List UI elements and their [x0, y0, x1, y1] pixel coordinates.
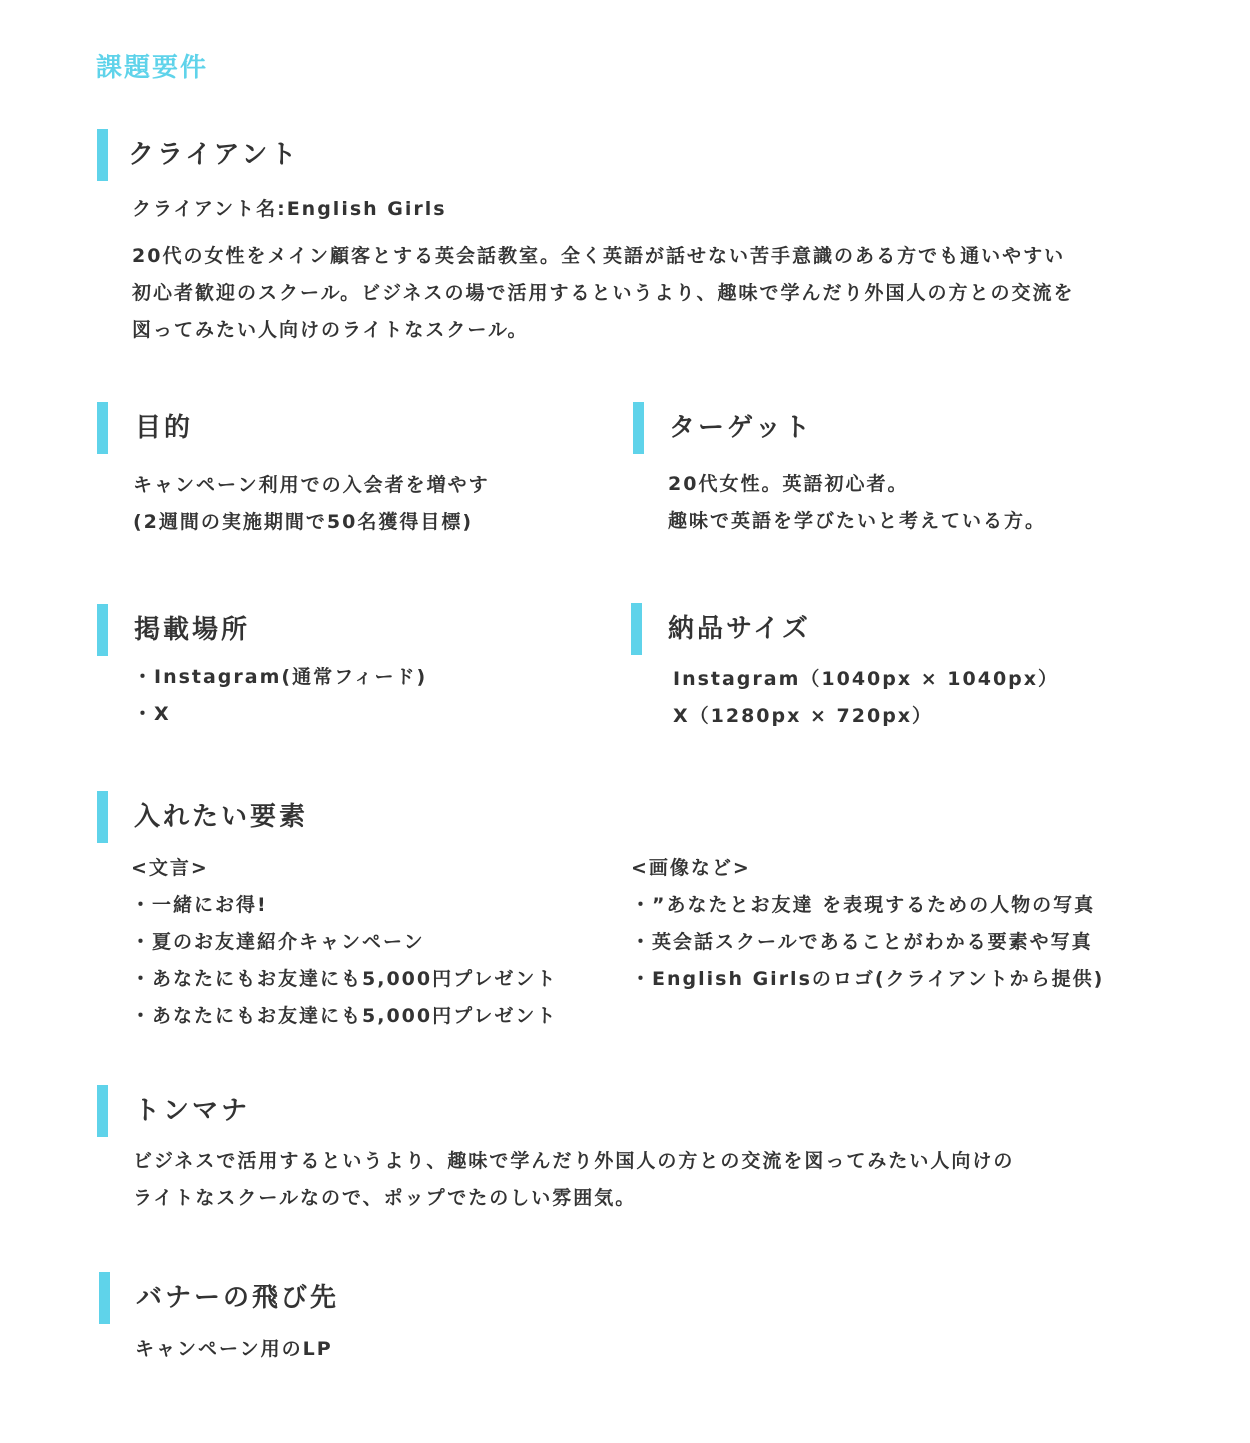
accent-bar [97, 604, 108, 656]
delivery-size-line: Instagram（1040px × 1040px） [673, 668, 1060, 690]
elements-text-item: ・あなたにもお友達にも5,000円プレゼント [131, 1005, 558, 1027]
section-title-destination: バナーの飛び先 [136, 1283, 340, 1313]
placement-item: ・Instagram(通常フィード) [133, 666, 428, 688]
tone-line: ライトなスクールなので、ポップでたのしい雰囲気。 [133, 1187, 637, 1209]
section-title-tone: トンマナ [134, 1096, 251, 1126]
purpose-line: キャンペーン利用での入会者を増やす [133, 474, 490, 496]
section-title-target: ターゲット [669, 413, 813, 443]
target-body [668, 466, 1046, 540]
target-line: 20代女性。英語初心者。 [668, 473, 909, 495]
elements-image-item: ・”あなたとお友達 を表現するための人物の写真 [631, 894, 1096, 916]
client-name: クライアント名:English Girls [132, 198, 447, 220]
elements-image-label: <画像など> [631, 857, 751, 879]
elements-image-column [631, 850, 1104, 998]
elements-text-item: ・夏のお友達紹介キャンペーン [131, 931, 425, 953]
elements-text-label: <文言> [131, 857, 209, 879]
elements-text-item: ・あなたにもお友達にも5,000円プレゼント [131, 968, 558, 990]
accent-bar [99, 1272, 110, 1324]
accent-bar [97, 791, 108, 843]
spacer [132, 228, 1075, 238]
client-body [132, 191, 1075, 349]
delivery-size-line: X（1280px × 720px） [673, 705, 934, 727]
purpose-body [133, 467, 490, 541]
accent-bar [97, 402, 108, 454]
section-title-delivery-size: 納品サイズ [668, 614, 811, 644]
section-title-elements: 入れたい要素 [134, 802, 309, 832]
accent-bar [633, 402, 644, 454]
section-title-placement: 掲載場所 [134, 615, 251, 645]
client-description-line: 20代の女性をメイン顧客とする英会話教室。全く英語が話せない苦手意識のある方でも通いやすい [132, 245, 1066, 267]
elements-image-item: ・英会話スクールであることがわかる要素や写真 [631, 931, 1093, 953]
destination-body [135, 1331, 333, 1368]
placement-body [133, 659, 427, 733]
client-description-line: 初心者歓迎のスクール。ビジネスの場で活用するというより、趣味で学んだり外国人の方との交流を [132, 282, 1075, 304]
section-title-purpose: 目的 [135, 413, 194, 443]
section-title-client: クライアント [128, 140, 300, 170]
elements-text-item: ・一緒にお得! [131, 894, 268, 916]
placement-item: ・X [133, 703, 171, 725]
delivery-size-body [673, 661, 1059, 735]
target-line: 趣味で英語を学びたいと考えている方。 [668, 510, 1047, 532]
accent-bar [97, 1085, 108, 1137]
elements-image-item: ・English Girlsのロゴ(クライアントから提供) [631, 968, 1105, 990]
purpose-line: (2週間の実施期間で50名獲得目標) [133, 511, 474, 533]
accent-bar [631, 603, 642, 655]
page-title: 課題要件 [96, 53, 209, 83]
tone-line: ビジネスで活用するというより、趣味で学んだり外国人の方との交流を図ってみたい人向けの [133, 1150, 1015, 1172]
destination-line: キャンペーン用のLP [135, 1338, 333, 1360]
tone-body [133, 1143, 1014, 1217]
client-description-line: 図ってみたい人向けのライトなスクール。 [132, 319, 529, 341]
accent-bar [97, 129, 108, 181]
elements-text-column [131, 850, 557, 1035]
